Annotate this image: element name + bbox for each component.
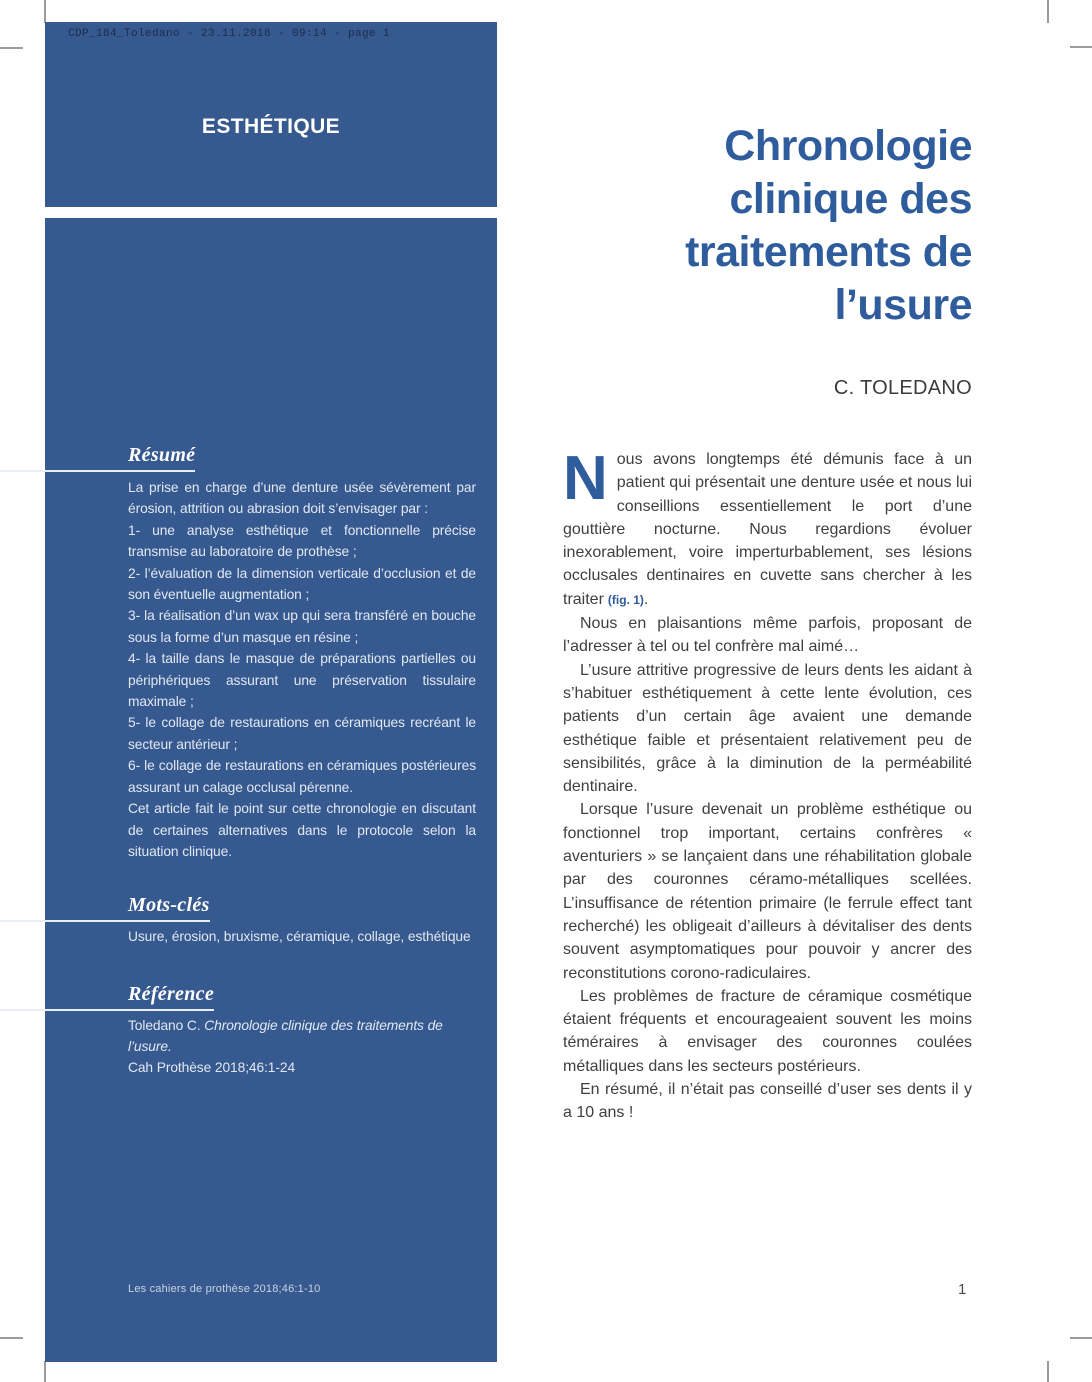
reference-journal: Cah Prothèse 2018;46:1-24 bbox=[128, 1060, 296, 1075]
crop-mark-bottom-right-v bbox=[1047, 1361, 1049, 1382]
article-author: C. TOLEDANO bbox=[833, 377, 972, 399]
mots-cles-body: Usure, érosion, bruxisme, céramique, collage, esthétique bbox=[128, 929, 471, 944]
figure-reference[interactable]: (fig. 1) bbox=[607, 592, 644, 607]
category-label: ESTHÉTIQUE bbox=[201, 115, 341, 138]
crop-mark-top-left-v bbox=[44, 0, 46, 23]
print-job-header: CDP_184_Toledano - 23.11.2018 - 09:14 - page 1 bbox=[68, 28, 391, 40]
resume-paragraph: La prise en charge d’une denture usée sévèrement par érosion, attrition ou abrasion doit s’envisager par : bbox=[128, 480, 476, 517]
crop-mark-top-left-h bbox=[0, 47, 23, 49]
sidebar-category-panel bbox=[45, 22, 497, 207]
reference-heading: Référence bbox=[0, 983, 214, 1011]
crop-mark-top-right-v bbox=[1047, 0, 1049, 23]
sidebar-panel bbox=[45, 218, 497, 1362]
lead-text: ous avons longtemps été démunis face à un patient qui présentait une denture usée et nous lui conseillions essentiellement le port d’une gouttière nocturne. Nous regardions évoluer inexorablement, voire imperturbablement, ses lésions occlusales dentinaires en cuvette sans chercher à les traiter bbox=[563, 451, 972, 608]
mots-cles-heading-row bbox=[0, 894, 210, 922]
crop-mark-top-right-h bbox=[1070, 46, 1092, 48]
drop-cap: N bbox=[563, 444, 608, 513]
reference-body bbox=[128, 1015, 488, 1078]
resume-heading-row bbox=[0, 444, 195, 472]
resume-paragraph: 3- la réalisation d’un wax up qui sera transféré en bouche sous la forme d’un masque en résine ; bbox=[128, 608, 476, 645]
resume-heading: Résumé bbox=[0, 444, 195, 472]
reference-heading-row bbox=[0, 983, 214, 1011]
reference-author: Toledano C. bbox=[128, 1018, 205, 1033]
journal-footer: Les cahiers de prothèse 2018;46:1-10 bbox=[128, 1283, 321, 1295]
article-paragraph-lead bbox=[563, 444, 972, 612]
resume-paragraph: 6- le collage de restaurations en céramiques postérieures assurant un calage occlusal pérenne. bbox=[128, 758, 476, 795]
article-paragraph: L’usure attritive progressive de leurs dents les aidant à s’habituer esthétiquement à cette lente évolution, ces patients d’un certain âge avaient une demande esthétique faible et présentaient relativement peu de sensibilités, grâce à la diminution de la perméabilité dentinaire. bbox=[563, 661, 972, 796]
article-paragraph: Lorsque l’usure devenait un problème esthétique ou fonctionnel trop important, certains confrères « aventuriers » se lançaient dans une réhabilitation globale par des couronnes céramo-métalliques scellées. L’insuffisance de rétention primaire (le ferrule effect tant recherché) les obligeait d’ailleurs à dévitaliser des dents souvent asymptomatiques pour pouvoir y ancrer des reconstitutions corono-radiculaires. bbox=[563, 801, 972, 982]
page-number: 1 bbox=[958, 1281, 967, 1298]
figure-reference-period: . bbox=[643, 590, 649, 608]
resume-paragraph: 1- une analyse esthétique et fonctionnelle précise transmise au laboratoire de prothèse ; bbox=[128, 522, 476, 560]
resume-body bbox=[128, 477, 476, 862]
article-paragraph: Nous en plaisantions même parfois, proposant de l’adresser à tel ou tel confrère mal aimé… bbox=[563, 615, 972, 656]
resume-paragraph: 5- le collage de restaurations en céramiques recréant le secteur antérieur ; bbox=[128, 715, 476, 752]
mots-cles-heading: Mots-clés bbox=[0, 894, 210, 922]
resume-paragraph: 4- la taille dans le masque de préparations partielles ou périphériques assurant une préservation tissulaire maximale ; bbox=[128, 651, 476, 710]
crop-mark-bottom-left-v bbox=[44, 1361, 46, 1382]
article-title: Chronologie clinique des traitements de l’usure bbox=[685, 122, 972, 329]
crop-mark-bottom-right-h bbox=[1070, 1337, 1092, 1339]
article-paragraph: Les problèmes de fracture de céramique cosmétique étaient fréquents et encourageaient souvent les moins téméraires à envisager des couronnes coulées métalliques dans les secteurs postérieurs. bbox=[563, 987, 972, 1075]
crop-mark-bottom-left-h bbox=[0, 1337, 23, 1339]
resume-paragraph: Cet article fait le point sur cette chronologie en discutant de certaines alternatives dans le protocole selon la situation clinique. bbox=[128, 801, 476, 859]
resume-paragraph: 2- l’évaluation de la dimension verticale d’occlusion et de son éventuelle augmentation ; bbox=[128, 565, 476, 603]
article-body bbox=[563, 444, 972, 1125]
article-paragraph: En résumé, il n’était pas conseillé d’user ses dents il y a 10 ans ! bbox=[563, 1081, 972, 1122]
reference-title: Chronologie clinique des traitements de l’usure. bbox=[128, 1018, 443, 1054]
